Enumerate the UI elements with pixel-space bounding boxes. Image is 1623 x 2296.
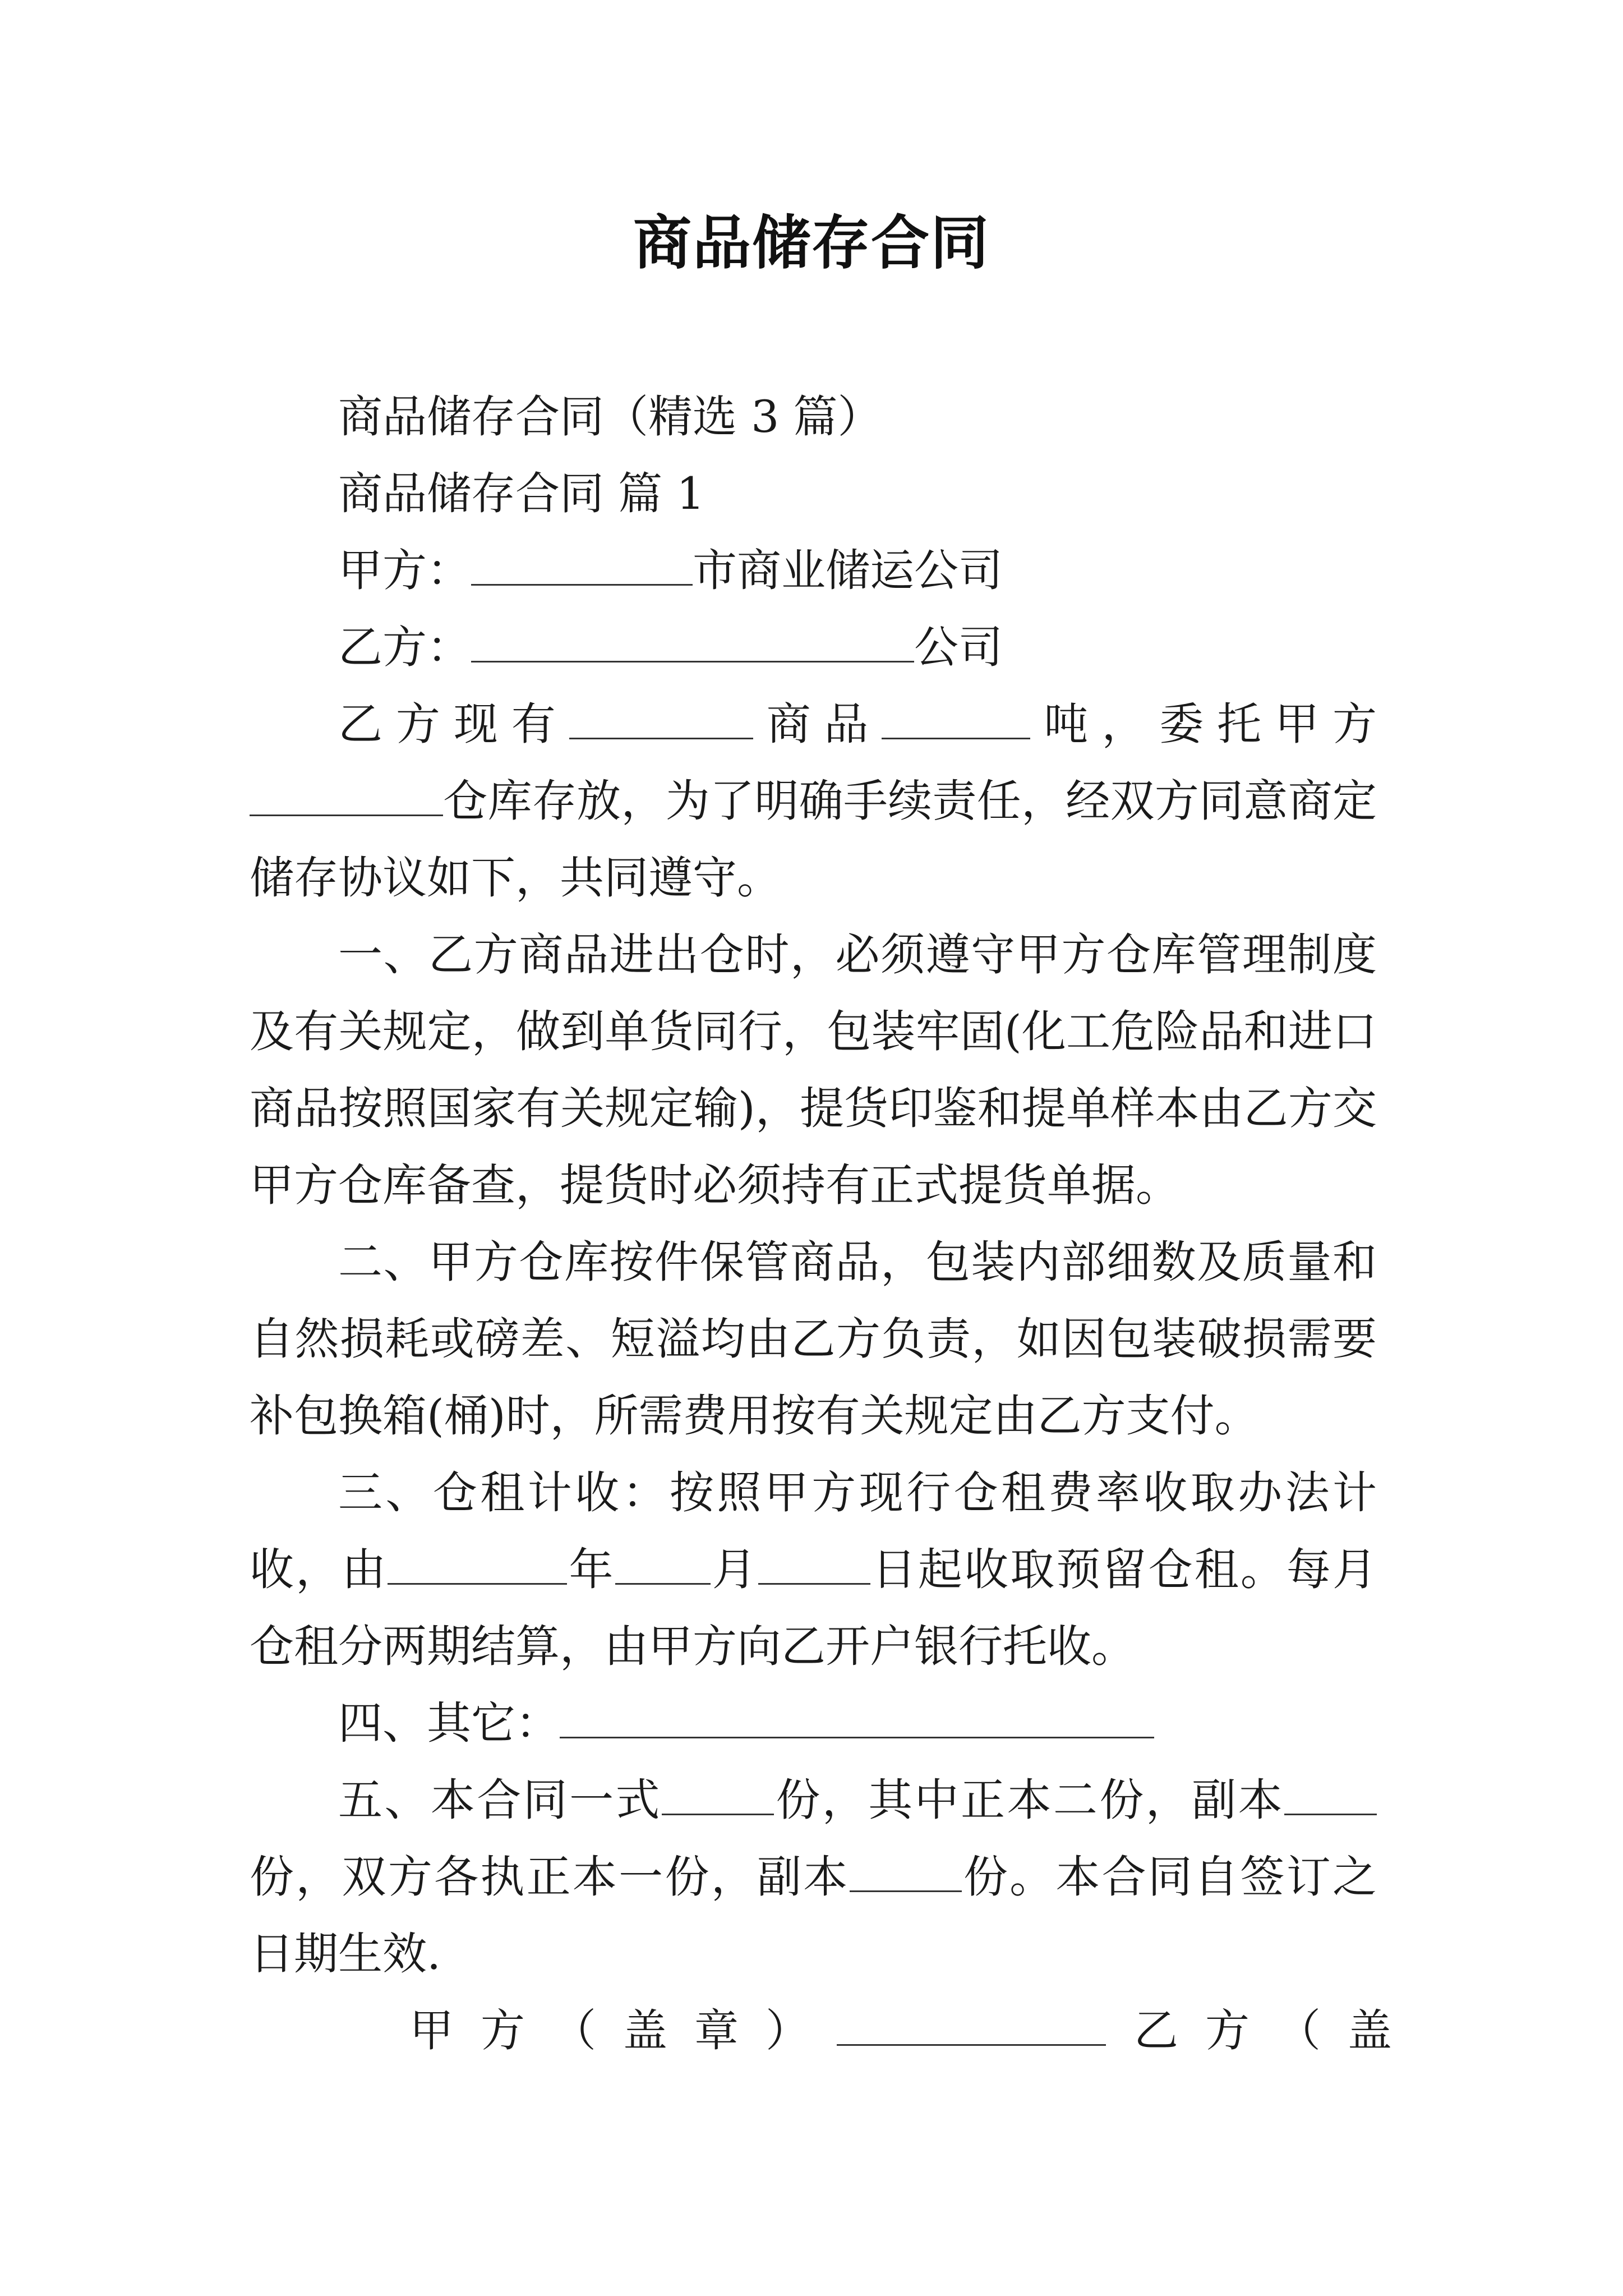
clause-5-text-2: 份，其中正本二份，副本 [773, 1774, 1285, 1826]
goods-blank [569, 698, 753, 739]
day-blank [758, 1543, 870, 1585]
warehouse-blank [250, 775, 443, 816]
clause-5-text-1: 五、本合同一式 [338, 1774, 662, 1826]
party-a-blank [471, 544, 693, 586]
document-title: 商品储存合同 [633, 208, 990, 277]
clause-5-text-4: 份。本合同自签订之日期生效. [250, 1851, 1377, 1980]
intro-text-2: 商品 [753, 698, 882, 750]
clause-1: 一、乙方商品进出仓时，必须遵守甲方仓库管理制度及有关规定，做到单货同行，包装牢固(化工危险品和进口商品按照国家有关规定输)，提货印鉴和提单样本由乙方交甲方仓库备查，提货时必须持有正式提货单据。 [250, 929, 1377, 1211]
year-blank [388, 1543, 567, 1585]
party-a-suffix: 市商业储运公司 [693, 545, 1003, 596]
party-b-suffix: 公司 [914, 622, 1003, 673]
intro-text-1: 乙方现有 [338, 698, 569, 750]
party-a-seal-label: 甲方（盖章） [409, 2005, 837, 2056]
tonnage-blank [882, 698, 1030, 739]
party-b-label: 乙方： [338, 622, 471, 673]
part-heading: 商品储存合同 篇 1 [338, 468, 705, 519]
party-b-line [250, 609, 1377, 686]
intro-paragraph [250, 686, 1377, 917]
copies-total-blank [662, 1774, 774, 1815]
clause-4 [250, 1685, 1377, 1762]
clause-5 [250, 1762, 1377, 1993]
clause-3 [250, 1455, 1377, 1685]
clause-3-text-4: 日起收取预留仓租。每月仓租分两期结算，由甲方向乙开户银行托收。 [250, 1544, 1377, 1672]
party-a-line [250, 532, 1377, 609]
signature-line [250, 1993, 1419, 2069]
intro-text-3: 吨，委托甲方 [1030, 698, 1377, 750]
duplicate-blank [1284, 1774, 1377, 1815]
party-b-seal-label: 乙方（盖 [1134, 2005, 1419, 2056]
document-body [250, 379, 1419, 2069]
other-blank [560, 1697, 1154, 1738]
subtitle: 商品储存合同（精选 3 篇） [338, 391, 882, 443]
duplicate-each-blank [850, 1851, 962, 1892]
clause-4-text: 四、其它： [338, 1697, 560, 1749]
clause-3-text-3: 月 [710, 1544, 758, 1595]
intro-text-4: 仓库存放，为了明确手续责任，经双方同意商定储存协议如下，共同遵守。 [250, 775, 1377, 904]
month-blank [615, 1543, 711, 1585]
clause-3-text-2: 年 [567, 1544, 615, 1595]
party-a-seal-blank [837, 2004, 1106, 2046]
party-a-label: 甲方： [338, 545, 471, 596]
clause-2: 二、甲方仓库按件保管商品，包装内部细数及质量和自然损耗或磅差、短溢均由乙方负责，如因包装破损需要补包换箱(桶)时，所需费用按有关规定由乙方支付。 [250, 1236, 1377, 1442]
clause-5-text-3: 份，双方各执正本一份，副本 [250, 1851, 850, 1903]
clause-3-text-1: 三、仓租计收：按照甲方现行仓租费率收取办法计收，由 [250, 1467, 1377, 1595]
party-b-blank [471, 621, 914, 662]
